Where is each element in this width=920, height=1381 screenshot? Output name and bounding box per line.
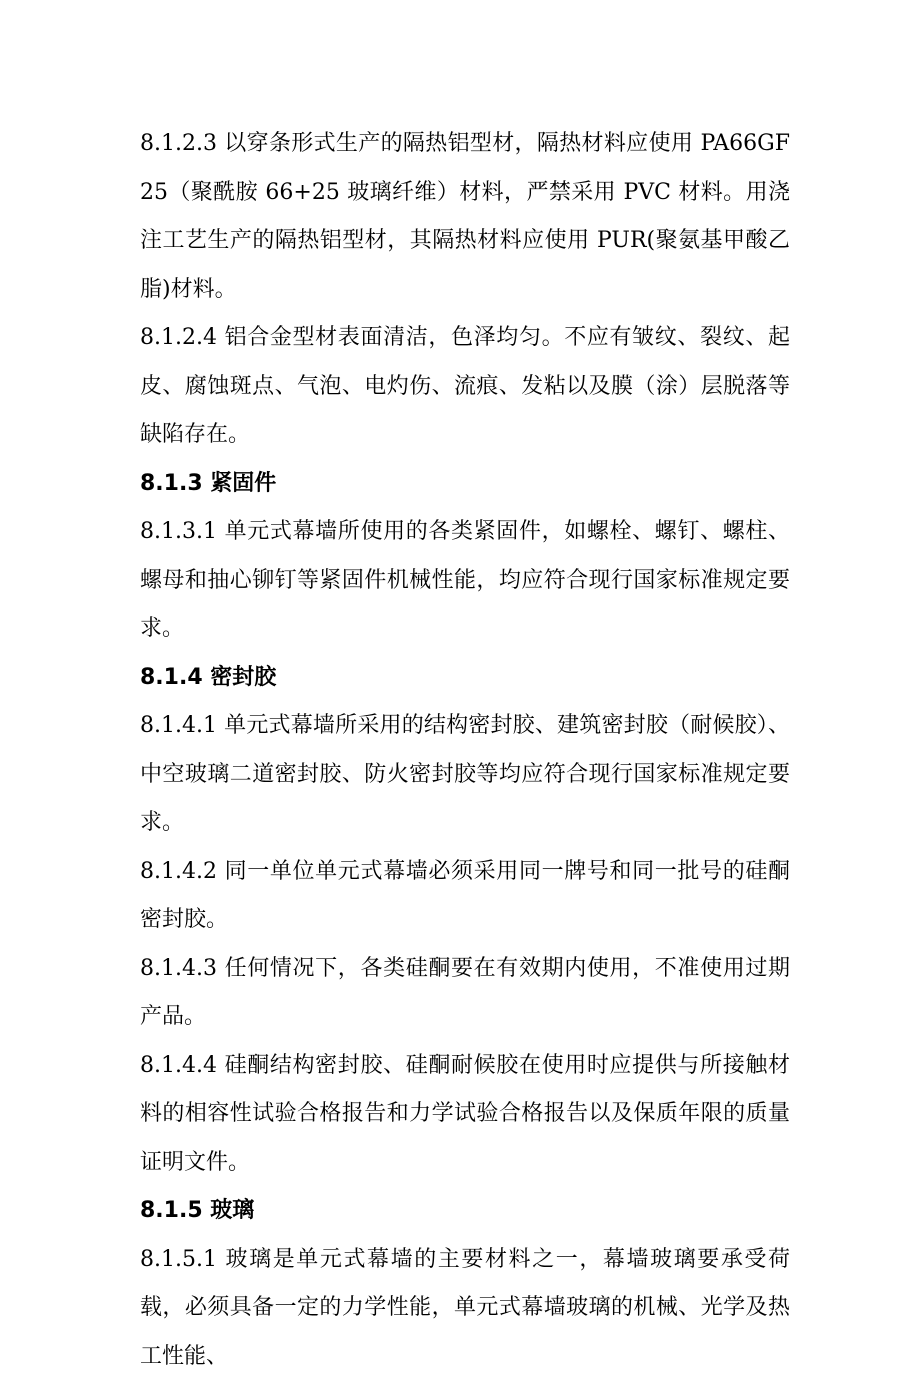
heading-8-1-3: 8.1.3 紧固件 xyxy=(140,460,790,509)
para-8-1-5-1: 8.1.5.1 玻璃是单元式幕墙的主要材料之一，幕墙玻璃要承受荷载，必须具备一定的力学性能，单元式幕墙玻璃的机械、光学及热工性能、 xyxy=(140,1236,790,1381)
para-8-1-4-4: 8.1.4.4 硅酮结构密封胶、硅酮耐候胶在使用时应提供与所接触材料的相容性试验合格报告和力学试验合格报告以及保质年限的质量证明文件。 xyxy=(140,1042,790,1188)
para-8-1-2-4: 8.1.2.4 铝合金型材表面清洁，色泽均匀。不应有皱纹、裂纹、起皮、腐蚀斑点、气泡、电灼伤、流痕、发粘以及膜（涂）层脱落等缺陷存在。 xyxy=(140,314,790,460)
para-8-1-4-1: 8.1.4.1 单元式幕墙所采用的结构密封胶、建筑密封胶（耐候胶）、中空玻璃二道密封胶、防火密封胶等均应符合现行国家标准规定要求。 xyxy=(140,702,790,848)
heading-8-1-4: 8.1.4 密封胶 xyxy=(140,654,790,703)
para-8-1-3-1: 8.1.3.1 单元式幕墙所使用的各类紧固件，如螺栓、螺钉、螺柱、螺母和抽心铆钉等紧固件机械性能，均应符合现行国家标准规定要求。 xyxy=(140,508,790,654)
para-8-1-4-2: 8.1.4.2 同一单位单元式幕墙必须采用同一牌号和同一批号的硅酮密封胶。 xyxy=(140,848,790,945)
heading-8-1-5: 8.1.5 玻璃 xyxy=(140,1187,790,1236)
para-8-1-4-3: 8.1.4.3 任何情况下，各类硅酮要在有效期内使用，不准使用过期产品。 xyxy=(140,945,790,1042)
para-8-1-2-3: 8.1.2.3 以穿条形式生产的隔热铝型材，隔热材料应使用 PA66GF25（聚酰胺 66+25 玻璃纤维）材料，严禁采用 PVC 材料。用浇注工艺生产的隔热铝型材，其隔热材料应使用 PUR(聚氨基甲酸乙脂)材料。 xyxy=(140,120,790,314)
document-body xyxy=(140,120,790,1381)
